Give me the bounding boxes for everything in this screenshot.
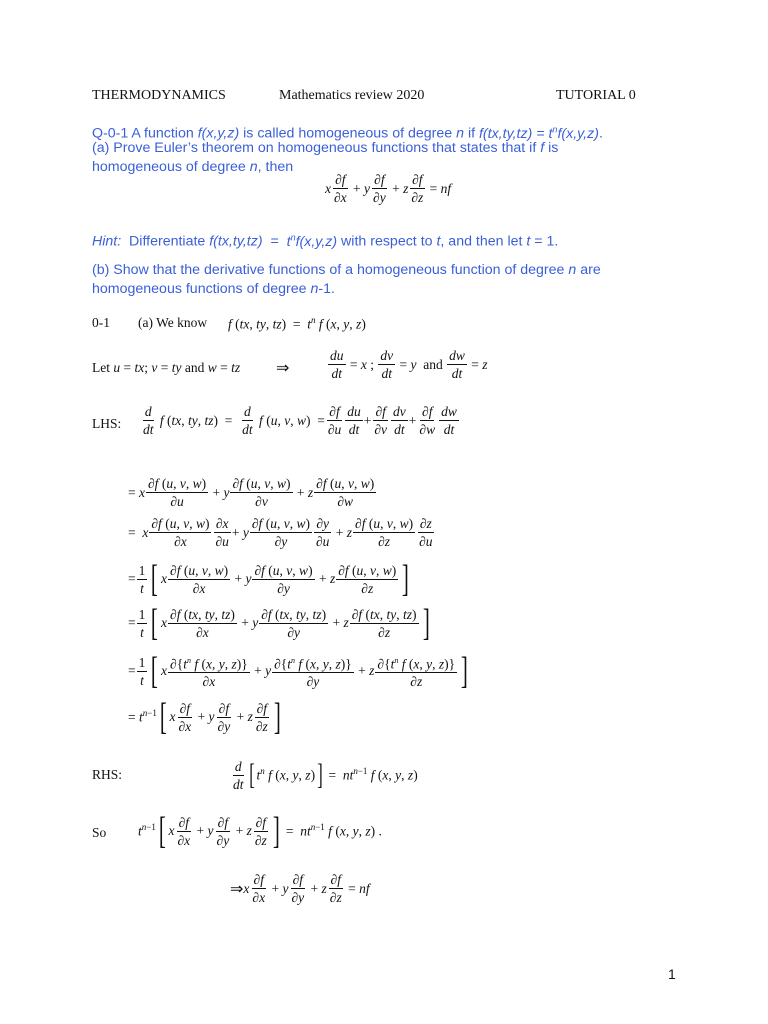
solution-label: 0-1 [92,315,110,330]
so-equation: $t^{n-1}$ [ x ∂f ∂x + y ∂f ∂y + z ∂f ∂z ] = $nt^{n-1}$ f (x, y, z) . [138,810,382,852]
part-b-line-1: (b) Show that the derivative functions of a homogeneous function of degree n are [92,262,601,278]
derivation-step-5: = $\frac{1}{t}$ [ x $\partial\{t^n$ f (x, y, z)} ∂x + y $\partial\{t^n$ f (x, y, z)} ∂y + z $\partial\{t^n$ f (x, y, z)} ∂z ] [128,650,468,692]
rhs-label: RHS: [92,767,123,782]
page-number: 1 [668,966,676,982]
header-right: TUTORIAL 0 [556,88,636,103]
lhs-label: LHS: [92,416,122,431]
lhs-equation: d dt f (tx, ty, tz) = $\frac{d}{dt}$ f (u, v, w) = $\frac{\partial f}{\partial u}$ du dt + $\frac{\partial f}{\partial v}$ dv dt + $\frac{\partial f}{\partial w}$ dw dt [143,404,457,437]
we-know-text: (a) We know [138,315,208,330]
derivation-step-1: = x ∂f (u, v, w) ∂u + y ∂f (u, v, w) ∂v + z ∂f (u, v, w) ∂w [128,476,375,509]
question-line-3: homogeneous of degree n, then [92,159,294,175]
derivation-step-3: = $\frac{1}{t}$ [ x ∂f (u, v, w) ∂x + y ∂f (u, v, w) ∂y + z ∂f (u, v, w) ∂z ] [128,558,410,600]
euler-equation: x ∂f ∂x + y ∂f ∂y + z $\frac{\partial f}{\partial z}$ = nf [325,172,452,205]
derivation-step-2: = x ∂f (u, v, w) ∂x ∂x ∂u + y ∂f (u, v, w) ∂y ∂y ∂u + z ∂f (u, v, w) ∂z ∂z ∂u [128,516,433,549]
question-line-2: (a) Prove Euler’s theorem on homogeneous functions that states that if f is [92,140,559,156]
question-line-1: Q-0-1 A function f(x,y,z) is called homogeneous of degree n if $f(tx,ty,tz) = t^nf(x,y,z)$. [92,124,603,142]
we-know-equation: f (tx, ty, $tz) = t^n$ f (x, y, z) [228,315,366,332]
derivation-step-4: = $\frac{1}{t}$ [ x ∂f (tx, ty, tz) ∂x + y ∂f (tx, ty, tz) ∂y + z ∂f (tx, ty, tz) ∂z ] [128,602,430,644]
header-center: Mathematics review 2020 [279,88,425,103]
implies-arrow: ⇒ [276,360,290,377]
rhs-equation: d dt [ $t^n$ f (x, y, z) ] = $nt^{n-1}$ f (x, y, z) [233,758,418,792]
derivation-step-6: = $t^{n-1}$ [ x ∂f ∂x + y ∂f ∂y + z ∂f ∂z ] [128,696,281,738]
substitution-derivatives: $\frac{du}{dt}$ = x ; $\frac{dv}{dt}$ = y and $\frac{dw}{dt}$ = z [330,348,488,381]
header-left: THERMODYNAMICS [92,88,226,103]
part-b-line-2: homogeneous functions of degree n-1. [92,281,335,297]
hint-line: Hint: Differentiate $f(tx,ty,tz) = t^nf(x,y,z)$ with respect to t, and then let t = 1. [92,232,559,250]
so-label: So [92,825,107,840]
final-equation: ⇒ x ∂f ∂x + y ∂f ∂y + z $\frac{\partial f}{\partial z}$ = nf [230,872,370,905]
let-text: Let u = tx; v = ty and w = tz [92,360,241,375]
